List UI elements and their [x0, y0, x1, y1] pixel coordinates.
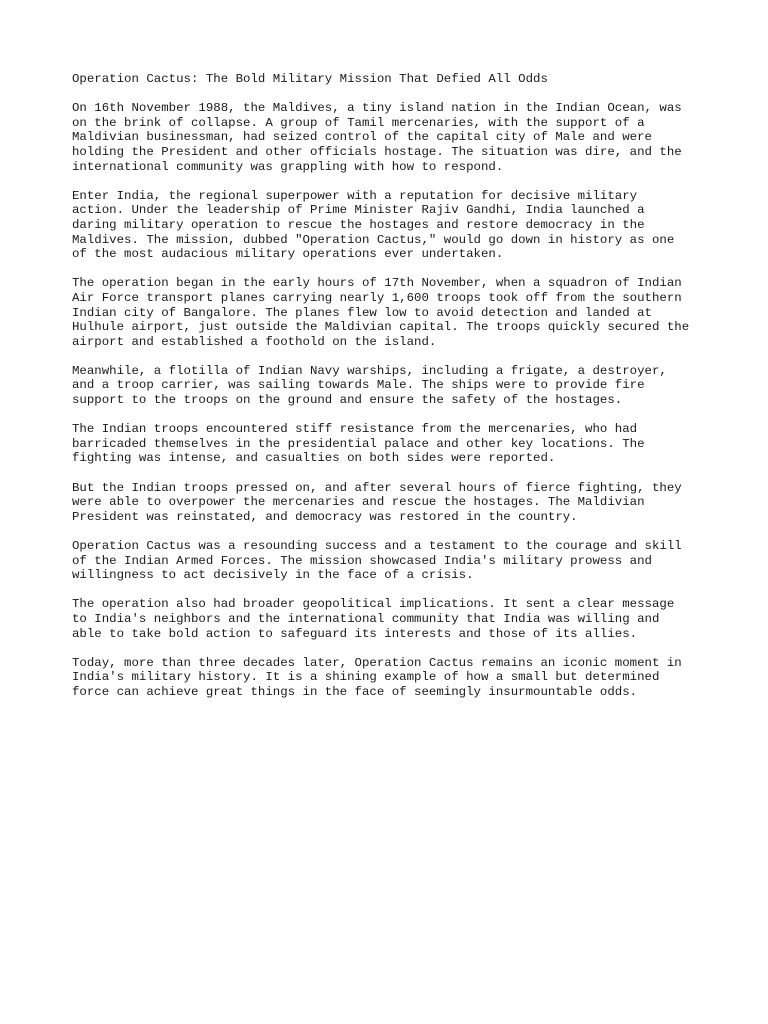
text-line: On 16th November 1988, the Maldives, a tiny island nation in the Indian Ocean, was	[72, 101, 682, 116]
text-line: able to take bold action to safeguard its interests and those of its allies.	[72, 626, 638, 641]
text-line: Operation Cactus was a resounding success and a testament to the courage and skill	[72, 539, 682, 553]
text-line: were able to overpower the mercenaries and rescue the hostages. The Maldivian	[72, 495, 645, 510]
paragraph-8	[72, 597, 702, 641]
text-line: action. Under the leadership of Prime Minister Rajiv Gandhi, India launched a	[72, 203, 645, 218]
text-line: fighting was intense, and casualties on both sides were reported.	[72, 451, 556, 466]
text-line: barricaded themselves in the presidential palace and other key locations. The	[72, 436, 645, 451]
document-body	[72, 72, 702, 714]
text-line: But the Indian troops pressed on, and after several hours of fierce fighting, they	[72, 480, 682, 495]
text-line: Maldives. The mission, dubbed "Operation Cactus," would go down in history as one	[72, 232, 675, 247]
text-line: support to the troops on the ground and ensure the safety of the hostages.	[72, 393, 623, 408]
paragraph-2	[72, 189, 702, 262]
paragraph-3	[72, 276, 702, 349]
text-line: Enter India, the regional superpower with a reputation for decisive military	[72, 188, 638, 203]
paragraph-4	[72, 364, 702, 408]
document-title: Operation Cactus: The Bold Military Mission That Defied All Odds	[72, 72, 548, 86]
text-line: holding the President and other officials hostage. The situation was dire, and the	[72, 144, 682, 159]
text-line: daring military operation to rescue the hostages and restore democracy in the	[72, 217, 645, 232]
paragraph-5	[72, 422, 702, 466]
text-line: Today, more than three decades later, Operation Cactus remains an iconic moment in	[72, 655, 682, 670]
paragraph-6	[72, 481, 702, 525]
text-line: international community was grappling with how to respond.	[72, 159, 504, 174]
text-line: Maldivian businessman, had seized control of the capital city of Male and were	[72, 130, 652, 145]
text-line: The operation also had broader geopolitical implications. It sent a clear message	[72, 597, 675, 612]
text-line: of the most audacious military operations ever undertaken.	[72, 247, 504, 262]
text-line: to India's neighbors and the international community that India was willing and	[72, 611, 660, 626]
text-line: Indian city of Bangalore. The planes flew low to avoid detection and landed at	[72, 305, 652, 320]
text-line: force can achieve great things in the face of seemingly insurmountable odds.	[72, 684, 638, 699]
text-line: Air Force transport planes carrying nearly 1,600 troops took off from the southern	[72, 290, 682, 305]
paragraph-1	[72, 101, 702, 174]
text-line: India's military history. It is a shining example of how a small but determined	[72, 670, 660, 685]
paragraph-7	[72, 539, 702, 583]
text-line: Hulhule airport, just outside the Maldivian capital. The troops quickly secured the	[72, 320, 690, 335]
text-line: President was reinstated, and democracy was restored in the country.	[72, 509, 578, 524]
text-line: willingness to act decisively in the face of a crisis.	[72, 568, 474, 583]
text-line: The operation began in the early hours of 17th November, when a squadron of Indian	[72, 276, 682, 291]
text-line: of the Indian Armed Forces. The mission showcased India's military prowess and	[72, 553, 652, 568]
paragraph-9	[72, 656, 702, 700]
text-line: Meanwhile, a flotilla of Indian Navy warships, including a frigate, a destroyer,	[72, 363, 667, 378]
text-line: on the brink of collapse. A group of Tamil mercenaries, with the support of a	[72, 115, 645, 130]
text-line: and a troop carrier, was sailing towards Male. The ships were to provide fire	[72, 378, 645, 393]
text-line: The Indian troops encountered stiff resistance from the mercenaries, who had	[72, 422, 638, 437]
text-line: airport and established a foothold on the island.	[72, 334, 437, 349]
